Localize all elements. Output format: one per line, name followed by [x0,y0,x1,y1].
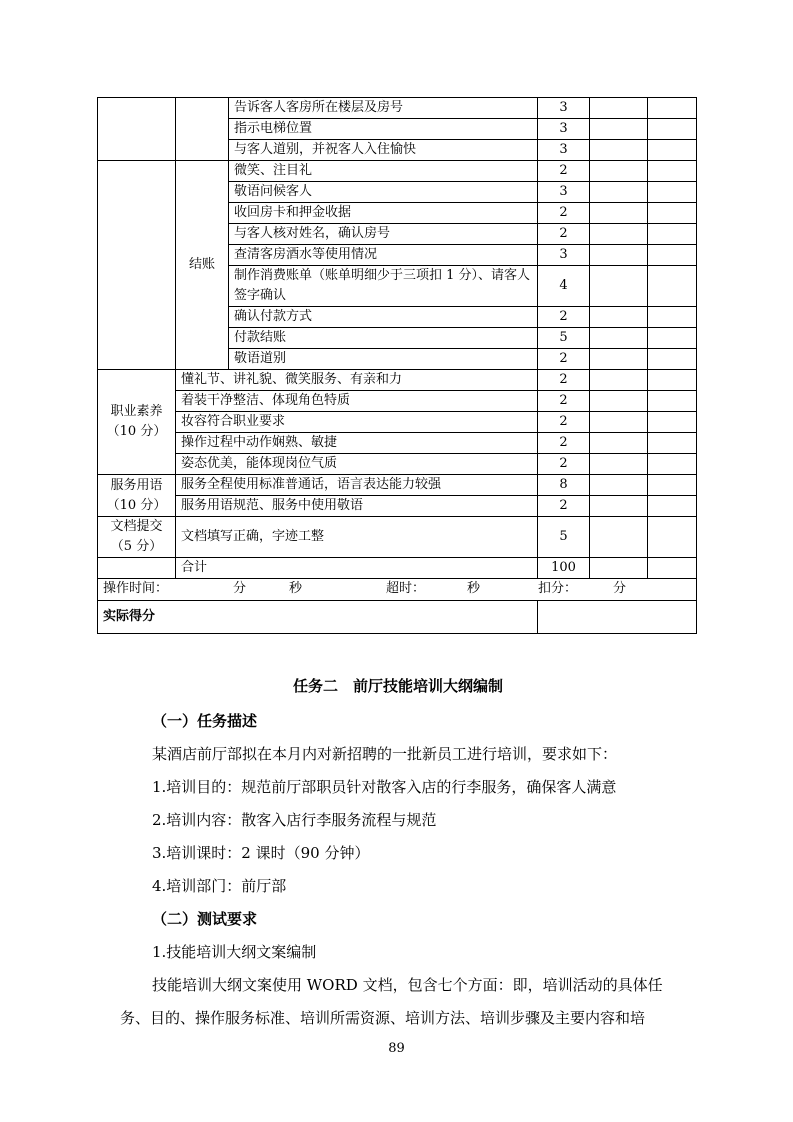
list-item: 3.培训课时：2 课时（90 分钟） [152,844,370,862]
score-cell: 2 [538,370,590,391]
blank-cell [648,161,697,182]
blank-cell [648,182,697,203]
item-cell: 妆容符合职业要求 [176,412,538,433]
section-heading-description: （一）任务描述 [152,712,258,730]
table-row [98,370,697,391]
item-cell: 文档填写正确，字迹工整 [176,517,538,558]
blank-cell [648,433,697,454]
list-item: 4.培训部门：前厅部 [152,877,287,895]
operation-time-row [98,579,697,601]
professional-label-line2: （10 分） [106,424,167,439]
blank-cell [590,558,648,579]
sub-heading: 1.技能培训大纲文案编制 [152,943,317,961]
checkout-label: 结账 [176,161,229,370]
blank-cell [648,558,697,579]
item-cell: 微笑、注目礼 [229,161,538,182]
table-row [98,517,697,558]
deduct-unit-label: 分 [613,581,627,596]
item-cell: 服务用语规范、服务中使用敬语 [176,496,538,517]
paragraph-line: 务、目的、操作服务标准、培训所需资源、培训方法、培训步骤及主要内容和培 [120,1009,646,1027]
score-cell: 2 [538,412,590,433]
category-cell [98,98,176,161]
table-row [98,496,697,517]
score-cell: 2 [538,496,590,517]
operation-time-cell [98,579,697,601]
item-cell: 与客人道别，并祝客人入住愉快 [229,140,538,161]
blank-cell [590,328,648,349]
item-cell: 服务全程使用标准普通话，语言表达能力较强 [176,475,538,496]
document-label-line1: 文档提交 [110,519,163,534]
score-cell: 2 [538,161,590,182]
item-cell: 懂礼节、讲礼貌、微笑服务、有亲和力 [176,370,538,391]
seconds-label: 秒 [289,581,303,596]
blank-cell [590,433,648,454]
blank-cell [648,391,697,412]
score-cell: 2 [538,307,590,328]
blank-cell [648,349,697,370]
item-cell: 指示电梯位置 [229,119,538,140]
item-cell: 着装干净整洁、体现角色特质 [176,391,538,412]
blank-cell [648,496,697,517]
score-cell: 3 [538,98,590,119]
table-row [98,161,697,182]
language-label-line1: 服务用语 [110,477,163,493]
score-cell: 3 [538,182,590,203]
item-cell: 付款结账 [229,328,538,349]
blank-cell [648,454,697,475]
table-row [98,433,697,454]
score-cell: 3 [538,119,590,140]
score-cell: 2 [538,349,590,370]
item-cell: 敬语问候客人 [229,182,538,203]
actual-score-label: 实际得分 [98,601,538,634]
deduct-label: 扣分： [538,581,578,596]
language-label [98,475,176,517]
score-cell: 8 [538,475,590,496]
category-cell [98,161,176,370]
item-cell: 查清客房酒水等使用情况 [229,245,538,266]
score-cell: 2 [538,454,590,475]
blank-cell [590,203,648,224]
score-cell: 2 [538,433,590,454]
item-cell: 姿态优美，能体现岗位气质 [176,454,538,475]
blank-cell [590,349,648,370]
blank-cell [590,245,648,266]
blank-cell [590,119,648,140]
overtime-seconds-label: 秒 [467,581,481,596]
blank-cell [590,98,648,119]
item-cell: 敬语道别 [229,349,538,370]
blank-cell [648,307,697,328]
professional-label-line1: 职业素养 [110,404,163,419]
professional-label [98,370,176,475]
blank-cell [590,140,648,161]
score-cell: 2 [538,224,590,245]
blank-cell [590,454,648,475]
blank-cell [648,245,697,266]
blank-cell [648,119,697,140]
table-row [98,475,697,496]
blank-cell [590,475,648,496]
minutes-label: 分 [233,581,247,596]
blank-cell [648,517,697,558]
actual-score-value [538,601,697,634]
overtime-label: 超时： [386,581,426,596]
item-cell: 收回房卡和押金收据 [229,203,538,224]
item-cell: 确认付款方式 [229,307,538,328]
score-cell: 5 [538,328,590,349]
total-score: 100 [538,558,590,579]
score-cell: 4 [538,266,590,307]
blank-cell [590,161,648,182]
blank-cell [98,558,176,579]
table-row [98,412,697,433]
blank-cell [590,182,648,203]
blank-cell [648,412,697,433]
score-cell: 2 [538,391,590,412]
paragraph-line: 技能培训大纲文案使用 WORD 文档，包含七个方面：即，培训活动的具体任 [152,976,663,994]
list-item: 2.培训内容：散客入店行李服务流程与规范 [152,811,437,829]
table-row [98,391,697,412]
table-row [98,98,697,119]
task-intro: 某酒店前厅部拟在本月内对新招聘的一批新员工进行培训，要求如下： [152,745,618,763]
total-row [98,558,697,579]
actual-score-row [98,601,697,634]
blank-cell [648,98,697,119]
item-cell: 制作消费账单（账单明细少于三项扣 1 分）、请客人签字确认 [229,266,538,307]
blank-cell [648,328,697,349]
language-label-line2: （10 分） [106,497,167,513]
blank-cell [590,391,648,412]
task-title: 任务二 前厅技能培训大纲编制 [292,677,503,695]
document-label-line2: （5 分） [110,539,163,554]
item-cell: 告诉客人客房所在楼层及房号 [229,98,538,119]
blank-cell [590,370,648,391]
scoring-table [97,97,697,634]
blank-cell [590,266,648,307]
op-time-label: 操作时间： [103,581,169,596]
item-cell: 与客人核对姓名，确认房号 [229,224,538,245]
item-cell: 操作过程中动作娴熟、敏捷 [176,433,538,454]
blank-cell [590,517,648,558]
list-item: 1.培训目的：规范前厅部职员针对散客入店的行李服务，确保客人满意 [152,778,617,796]
blank-cell [648,475,697,496]
blank-cell [648,370,697,391]
blank-cell [648,224,697,245]
section-heading-requirements: （二）测试要求 [152,910,258,928]
page-number: 89 [388,1041,405,1056]
blank-cell [590,307,648,328]
document-label [98,517,176,558]
score-cell: 2 [538,203,590,224]
total-label: 合计 [176,558,538,579]
score-cell: 5 [538,517,590,558]
blank-cell [590,224,648,245]
score-cell: 3 [538,140,590,161]
blank-cell [648,140,697,161]
blank-cell [648,203,697,224]
table-row [98,454,697,475]
blank-cell [590,496,648,517]
blank-cell [590,412,648,433]
score-cell: 3 [538,245,590,266]
subcategory-cell [176,98,229,161]
blank-cell [648,266,697,307]
